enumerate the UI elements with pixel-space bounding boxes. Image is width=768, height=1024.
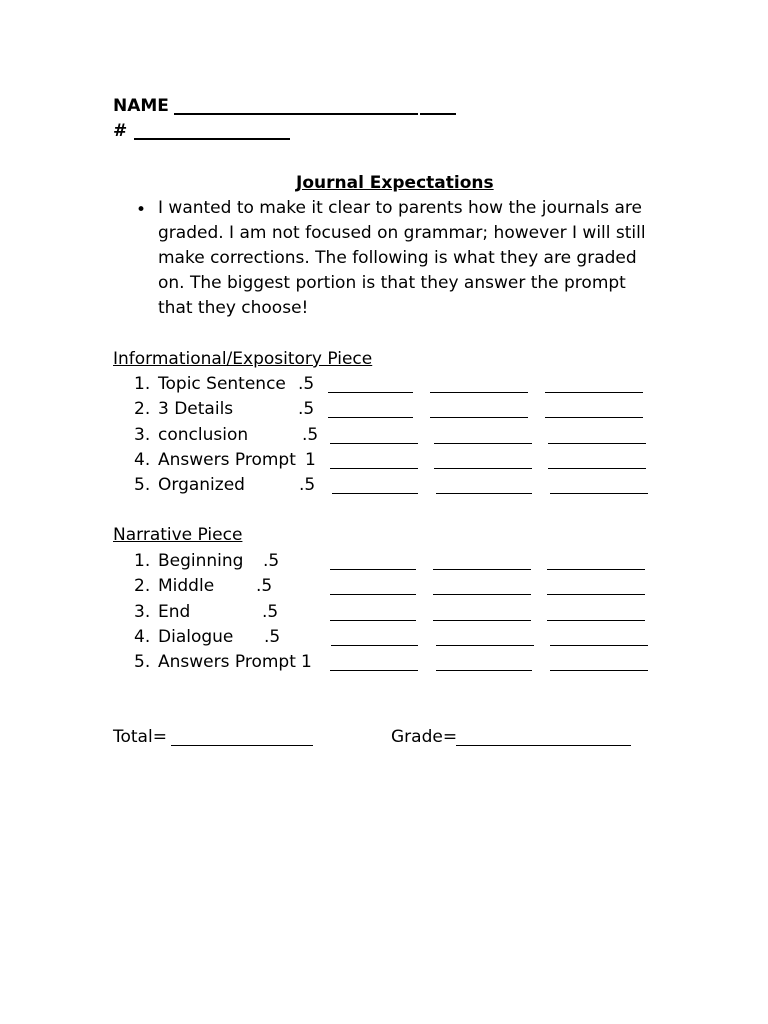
item-points: .5 bbox=[299, 475, 316, 496]
grade-line[interactable] bbox=[456, 745, 631, 746]
page-title: Journal Expectations bbox=[296, 173, 494, 193]
score-line-3[interactable] bbox=[547, 569, 645, 570]
item-number: 1. bbox=[134, 551, 151, 571]
item-number: 3. bbox=[134, 601, 151, 622]
item-number: 5. bbox=[134, 652, 151, 673]
score-line-2[interactable] bbox=[433, 620, 531, 621]
score-line-2[interactable] bbox=[436, 670, 532, 671]
item-points: .5 bbox=[298, 399, 315, 420]
item-label: 3 Details bbox=[158, 399, 234, 420]
score-line-1[interactable] bbox=[330, 443, 418, 444]
score-line-2[interactable] bbox=[434, 443, 532, 444]
item-label: conclusion bbox=[158, 424, 249, 445]
number-line[interactable] bbox=[134, 138, 290, 140]
item-number: 1. bbox=[134, 374, 151, 394]
item-number: 4. bbox=[134, 626, 151, 647]
score-line-2[interactable] bbox=[436, 493, 532, 494]
informational-heading: Informational/Expository Piece bbox=[113, 349, 373, 369]
grade-label: Grade= bbox=[391, 727, 458, 747]
score-line-1[interactable] bbox=[331, 645, 418, 646]
item-label: Topic Sentence bbox=[158, 374, 286, 394]
score-line-1[interactable] bbox=[328, 417, 413, 418]
total-label: Total= bbox=[113, 727, 167, 747]
score-line-3[interactable] bbox=[550, 645, 648, 646]
score-line-2[interactable] bbox=[434, 468, 532, 469]
score-line-3[interactable] bbox=[550, 493, 648, 494]
score-line-2[interactable] bbox=[430, 392, 528, 393]
score-line-1[interactable] bbox=[332, 493, 418, 494]
item-label: Organized bbox=[158, 475, 245, 496]
item-label: Beginning bbox=[158, 551, 244, 571]
score-line-1[interactable] bbox=[330, 569, 416, 570]
item-points: 1 bbox=[301, 652, 312, 673]
item-label: End bbox=[158, 601, 191, 622]
item-number: 2. bbox=[134, 399, 151, 420]
item-points: .5 bbox=[264, 626, 281, 647]
name-line-extension[interactable] bbox=[420, 113, 456, 115]
name-line[interactable] bbox=[174, 113, 418, 115]
score-line-2[interactable] bbox=[433, 569, 531, 570]
item-points: 1 bbox=[305, 449, 316, 470]
score-line-3[interactable] bbox=[547, 620, 645, 621]
item-label: Answers Prompt bbox=[158, 652, 296, 673]
item-points: .5 bbox=[263, 551, 280, 571]
name-label: NAME bbox=[113, 96, 169, 116]
narrative-heading: Narrative Piece bbox=[113, 525, 243, 545]
item-number: 3. bbox=[134, 424, 151, 445]
item-number: 5. bbox=[134, 475, 151, 496]
item-points: .5 bbox=[262, 601, 279, 622]
item-points: .5 bbox=[298, 374, 315, 394]
score-line-3[interactable] bbox=[545, 417, 643, 418]
score-line-1[interactable] bbox=[330, 594, 416, 595]
score-line-1[interactable] bbox=[330, 468, 418, 469]
score-line-1[interactable] bbox=[330, 620, 416, 621]
item-points: .5 bbox=[256, 576, 273, 597]
intro-paragraph: I wanted to make it clear to parents how the journals are graded. I am not focused on grammar; however I will still make corrections. The following is what they are graded on. The biggest portion is that they answer the prompt that they choose! bbox=[158, 198, 646, 318]
item-points: .5 bbox=[302, 424, 319, 445]
score-line-3[interactable] bbox=[550, 670, 648, 671]
item-label: Middle bbox=[158, 576, 215, 597]
score-line-2[interactable] bbox=[430, 417, 528, 418]
number-label: # bbox=[113, 121, 128, 141]
score-line-2[interactable] bbox=[436, 645, 534, 646]
score-line-3[interactable] bbox=[548, 468, 646, 469]
bullet-dot: • bbox=[136, 200, 147, 220]
score-line-1[interactable] bbox=[328, 392, 413, 393]
total-line[interactable] bbox=[171, 745, 313, 746]
score-line-3[interactable] bbox=[545, 392, 643, 393]
item-number: 4. bbox=[134, 449, 151, 470]
score-line-2[interactable] bbox=[433, 594, 531, 595]
item-number: 2. bbox=[134, 576, 151, 597]
score-line-3[interactable] bbox=[548, 443, 646, 444]
score-line-3[interactable] bbox=[547, 594, 645, 595]
item-label: Answers Prompt bbox=[158, 449, 296, 470]
item-label: Dialogue bbox=[158, 626, 234, 647]
score-line-1[interactable] bbox=[330, 670, 418, 671]
